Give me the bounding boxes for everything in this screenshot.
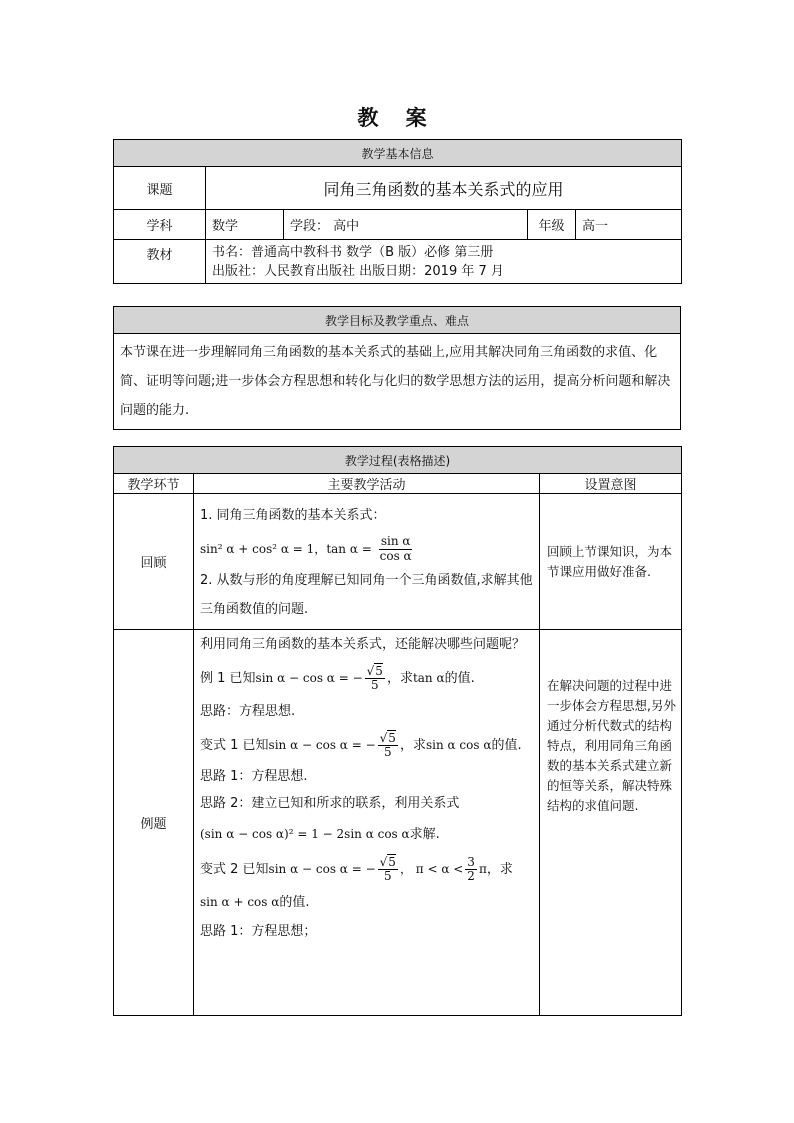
goals-text: 本节课在进一步理解同角三角函数的基本关系式的基础上,应用其解决同角三角函数的求值、化简、证明等问题;进一步体会方程思想和转化与化归的数学思想方法的运用，提高分析问题和解决问题的能力. xyxy=(114,334,681,430)
process-header: 教学过程(表格描述) xyxy=(114,447,682,474)
col-stage-header: 教学环节 xyxy=(114,474,194,494)
example-activity xyxy=(194,630,540,1016)
var2-prefix: 变式 2 已知 xyxy=(200,862,269,877)
stage-label: 学段： 高中 xyxy=(284,210,528,240)
variant-1-hint-2: 思路 2：建立已知和所求的联系，利用关系式 xyxy=(200,796,460,811)
var2-range-fraction xyxy=(465,856,477,883)
textbook-label: 教材 xyxy=(114,240,206,284)
review-item-1: 1. 同角三角函数的基本关系式： xyxy=(200,507,386,523)
formula-pythagorean: sin² α + cos² α = 1 xyxy=(200,541,315,556)
process-table xyxy=(113,446,682,1016)
grade-label: 年级 xyxy=(528,210,576,240)
example-intent: 在解决问题的过程中进一步体会方程思想,另外通过分析代数式的结构特点，利用同角三角函数的基本关系式建立新的恒等关系，解决特殊结构的求值问题. xyxy=(540,630,682,1016)
formula-separator: ， xyxy=(314,541,327,556)
formula-tan-lhs: tan α = xyxy=(326,541,372,556)
tan-numerator: sin α xyxy=(380,534,411,549)
var1-post: ，求 xyxy=(399,738,426,753)
tan-denominator: cos α xyxy=(379,548,412,563)
review-formula xyxy=(200,532,533,566)
var1-formula-end: 求解. xyxy=(409,827,440,842)
basic-info-table xyxy=(113,139,682,284)
var2-target: sin α + cos α xyxy=(200,895,280,909)
goals-table xyxy=(113,306,681,430)
range-num: 3 xyxy=(467,854,475,869)
ex1-target: tan α xyxy=(412,671,445,685)
var1-expression: sin α − cos α = − xyxy=(268,738,376,752)
ex1-fraction: $\frac{√5}{5}$ xyxy=(366,663,383,692)
subject-label: 学科 xyxy=(114,210,206,240)
var2-cond-b: π xyxy=(478,862,487,876)
formula-tan-fraction xyxy=(378,535,414,562)
example-1-hint: 思路：方程思想. xyxy=(200,704,296,719)
example-1 xyxy=(200,660,533,697)
col-intent-header: 设置意图 xyxy=(540,474,682,494)
var2-cond-a: ， π < α < xyxy=(399,862,464,876)
var2-den: 5 xyxy=(383,869,392,883)
textbook-line-1: 书名：普通高中教科书 数学（B 版）必修 第三册 xyxy=(212,245,494,260)
var2-end: 的值. xyxy=(279,895,310,910)
example-question: 利用同角三角函数的基本关系式，还能解决哪些问题呢？ xyxy=(200,637,526,652)
review-item-2: 2. 从数与形的角度理解已知同角一个三角函数值,求解其他三角函数值的问题. xyxy=(200,572,533,617)
var1-target: sin α cos α xyxy=(425,738,492,752)
document-title: 教 案 xyxy=(357,106,437,130)
variant-2-target xyxy=(200,888,533,917)
var1-den: 5 xyxy=(383,745,392,759)
col-activity-header: 主要教学活动 xyxy=(194,474,540,494)
range-den: 2 xyxy=(467,869,475,883)
ex1-end: 的值. xyxy=(444,671,475,686)
ex1-sqrt: 5 xyxy=(375,663,383,678)
topic-value: 同角三角函数的基本关系式的应用 xyxy=(206,167,682,210)
ex1-den: 5 xyxy=(370,678,379,692)
variant-1 xyxy=(200,727,533,764)
variant-1-formula xyxy=(200,818,533,851)
var2-fraction: $\frac{√5}{5}$ xyxy=(379,854,396,883)
variant-2-hint-1: 思路 1：方程思想； xyxy=(200,924,317,939)
review-intent: 回顾上节课知识，为本节课应用做好准备. xyxy=(540,494,682,630)
var1-fraction: $\frac{√5}{5}$ xyxy=(379,730,396,759)
var2-post: ，求 xyxy=(486,862,513,877)
var1-prefix: 变式 1 已知 xyxy=(200,738,269,753)
basic-info-header: 教学基本信息 xyxy=(114,140,682,167)
var2-expression: sin α − cos α = − xyxy=(268,862,376,876)
var2-sqrt: 5 xyxy=(388,854,396,869)
example-stage: 例题 xyxy=(114,630,194,1016)
ex1-expression: sin α − cos α = − xyxy=(255,671,363,685)
review-activity xyxy=(194,494,540,630)
var1-formula-expr: (sin α − cos α)² = 1 − 2sin α cos α xyxy=(200,827,410,841)
variant-2 xyxy=(200,851,533,888)
variant-1-hint-1: 思路 1：方程思想. xyxy=(200,769,308,784)
ex1-prefix: 例 1 已知 xyxy=(200,671,256,686)
review-stage: 回顾 xyxy=(114,494,194,630)
grade-value: 高一 xyxy=(576,210,682,240)
var1-end: 的值. xyxy=(491,738,522,753)
topic-label: 课题 xyxy=(114,167,206,210)
textbook-line-2: 出版社：人民教育出版社 出版日期：2019 年 7 月 xyxy=(212,264,504,279)
ex1-post: ，求 xyxy=(386,671,413,686)
var1-sqrt: 5 xyxy=(388,730,396,745)
goals-header: 教学目标及教学重点、难点 xyxy=(114,307,681,334)
subject-value: 数学 xyxy=(206,210,284,240)
